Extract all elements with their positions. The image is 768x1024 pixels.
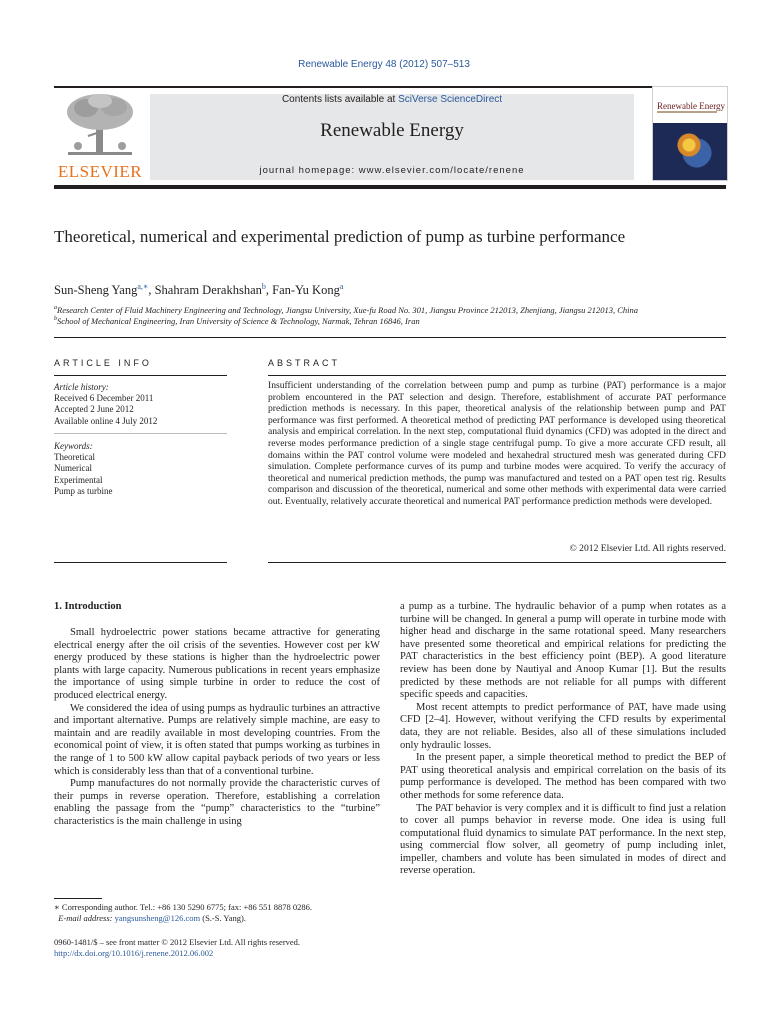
- masthead-top-rule: [54, 86, 726, 88]
- history-received: Received 6 December 2011: [54, 393, 154, 404]
- journal-reference[interactable]: Renewable Energy 48 (2012) 507–513: [298, 59, 470, 70]
- abstract-heading: ABSTRACT: [268, 358, 341, 368]
- contents-line: [150, 94, 634, 105]
- body-paragraph: Most recent attempts to predict performance of PAT, have made using CFD [2–4]. However, without verifying the CFD results by experimental data, they are not reliable. Besides, also all of these simulations included only hydraulic losses.: [400, 701, 726, 751]
- article-title: Theoretical, numerical and experimental prediction of pump as turbine performance: [54, 227, 626, 246]
- footnote-mark: ∗: [54, 902, 60, 912]
- journal-title: Renewable Energy: [320, 120, 464, 141]
- history-accepted: Accepted 2 June 2012: [54, 404, 134, 415]
- author-name: Fan-Yu Kong: [272, 283, 340, 298]
- title-block-rule: [54, 337, 726, 338]
- article-info-heading: ARTICLE INFO: [54, 358, 152, 368]
- article-info-rule: [54, 375, 227, 376]
- elsevier-tree-icon: [60, 92, 140, 158]
- body-right-column: [400, 601, 726, 878]
- author-separator: ,: [148, 283, 155, 298]
- history-label: Article history:: [54, 382, 109, 392]
- body-paragraph: We considered the idea of using pumps as hydraulic turbines an attractive and important alternative. Pumps are relatively simple machine, are easy to maintain and are readily available in most developing countries. From the economical point of view, it is often stated that pumps working as turbines in the range of 1 to 500 kW allow capital payback periods of two years or less which is considerably less than that of a conventional turbine.: [54, 702, 380, 777]
- keywords: [54, 441, 234, 497]
- abstract-copyright: © 2012 Elsevier Ltd. All rights reserved.: [569, 543, 726, 554]
- issn-line: 0960-1481/$ – see front matter © 2012 Elsevier Ltd. All rights reserved.: [54, 937, 301, 947]
- footnote-corresponding: Corresponding author. Tel.: +86 130 5290 6775; fax: +86 551 8878 0286.: [61, 902, 313, 912]
- footnote-rule: [54, 898, 102, 899]
- cover-artwork: [653, 123, 727, 180]
- info-divider: [54, 433, 227, 434]
- affiliation-a: [54, 305, 734, 315]
- cover-swirl-icon: [673, 129, 713, 169]
- article-history: [54, 382, 234, 427]
- author-name: Shahram Derakhshan: [154, 283, 262, 298]
- email-label: E-mail address:: [58, 913, 115, 923]
- keyword-item: Theoretical: [54, 452, 95, 463]
- body-paragraph: a pump as a turbine. The hydraulic behavior of a pump when rotates as a turbine will be changed. In general a pump will operate in turbine mode with higher head and discharge in the same rotational speed. Many researchers have presented some theoretical and empirical relations for predicting the PAT characteristics in the best efficiency point (BEP). A good literature review has been done by Nautiyal and Anoop Kumar [1]. But the results predicted by these methods are not reliable for all pumps with different specific speeds and capacities.: [400, 601, 726, 701]
- elsevier-wordmark: ELSEVIER: [57, 162, 143, 181]
- keywords-label: Keywords:: [54, 441, 93, 451]
- body-paragraph: In the present paper, a simple theoretical method to predict the BEP of PAT using theoretical analysis and empirical correlation on the basis of its pump performance is developed. The method has been compared with two other methods for some reference data.: [400, 752, 726, 801]
- doi-link[interactable]: http://dx.doi.org/10.1016/j.renene.2012.06.002: [54, 948, 214, 958]
- body-paragraph: Pump manufactures do not normally provide the characteristic curves of their pumps in reverse operation. Therefore, establishing a correlation enabling the passage from the “pump” characteristics to the “turbine” characteristics is the main challenge in using: [54, 778, 380, 827]
- cover-title: Renewable Energy: [657, 101, 726, 111]
- affiliation-mark: a: [54, 305, 57, 312]
- author-affil-mark[interactable]: b: [261, 282, 266, 291]
- affiliation-mark: b: [54, 316, 57, 323]
- journal-cover-thumbnail: [652, 86, 728, 181]
- email-suffix: (S.-S. Yang).: [200, 913, 246, 923]
- front-matter: [54, 937, 384, 959]
- body-paragraph: The PAT behavior is very complex and it is difficult to find just a relation to cover all pumps behavior in reverse mode. One idea is using full computational fluid dynamics to simulate PAT performance. In the next step, using commercial flow solver, all geometry of pump including inlet, impeller, chambers and volute has been simulated in modes of direct and reverse operation.: [400, 802, 726, 877]
- sciencedirect-link[interactable]: SciVerse ScienceDirect: [398, 94, 503, 105]
- author-email-link[interactable]: yangsunsheng@126.com: [114, 913, 201, 923]
- author-affil-mark[interactable]: a,∗: [137, 282, 149, 291]
- body-left-column: [54, 627, 380, 829]
- journal-homepage[interactable]: journal homepage: www.elsevier.com/locate/renene: [259, 165, 525, 176]
- keyword-item: Experimental: [54, 474, 103, 485]
- cover-divider: [657, 111, 717, 113]
- keyword-item: Pump as turbine: [54, 485, 113, 496]
- affiliation-text: School of Mechanical Engineering, Iran University of Science & Technology, Narmak, Tehran 16846, Iran: [57, 316, 420, 326]
- corresponding-author-footnote: [54, 902, 384, 924]
- body-paragraph: Small hydroelectric power stations became attractive for generating electrical energy after the oil crisis of the seventies. However cost per kW energy produced by these stations is higher than the hydroelectric power plants with large capacity. Numerous publications in recent years emphasize the importance of using simple turbine in order to reduce the cost of produced electrical energy.: [54, 627, 380, 701]
- author-affil-mark[interactable]: a: [339, 282, 344, 291]
- author-separator: ,: [265, 283, 273, 298]
- masthead-bottom-rule: [54, 185, 726, 189]
- section-heading-introduction: 1. Introduction: [54, 601, 122, 612]
- abstract-rule: [268, 375, 726, 376]
- abstract-text: Insufficient understanding of the correlation between pump and pump as turbine (PAT) performance is a major problem encountered in the PAT selection and design. Therefore, establishment of accurate PAT performance prediction methods is necessary. In this paper, theoretical analysis of the relationship between pump and PAT performance was first performed. A theoretical method of predicting PAT performance is developed using theoretical analysis and empirical correlation. In the next step, computational fluid dynamics (CFD) was adopted in the direct and reverse modes performance prediction of a single stage centrifugal pump. To give a more accurate CFD result, all domains within the PAT control volume were modeled and hexahedral structured mesh was generated during CFD simulation. Complete performance curves of its pump and turbine modes were acquired. To verify the accuracy of theoretical and numerical prediction methods, the pump was manufactured and tested on a PAT open test rig. Results comparison and discussion of the theoretical, numerical and some other methods with experimental data were carried out. Eventually, relatively accurate theoretical and numerical PAT performance prediction methods were developed.: [268, 380, 726, 507]
- contents-prefix: Contents lists available at: [281, 94, 399, 105]
- info-bottom-rule: [54, 562, 227, 563]
- keyword-item: Numerical: [54, 463, 92, 474]
- affiliation-text: Research Center of Fluid Machinery Engineering and Technology, Jiangsu University, Xue-fu Road No. 301, Jiangsu Province 212013, Zhenjiang, Jiangsu 212013, China: [57, 305, 638, 315]
- author-name: Sun-Sheng Yang: [54, 283, 138, 298]
- abstract-bottom-rule: [268, 562, 726, 563]
- history-online: Available online 4 July 2012: [54, 415, 158, 426]
- affiliation-b: [54, 316, 734, 326]
- author-list: [54, 282, 343, 298]
- elsevier-logo: [54, 92, 146, 180]
